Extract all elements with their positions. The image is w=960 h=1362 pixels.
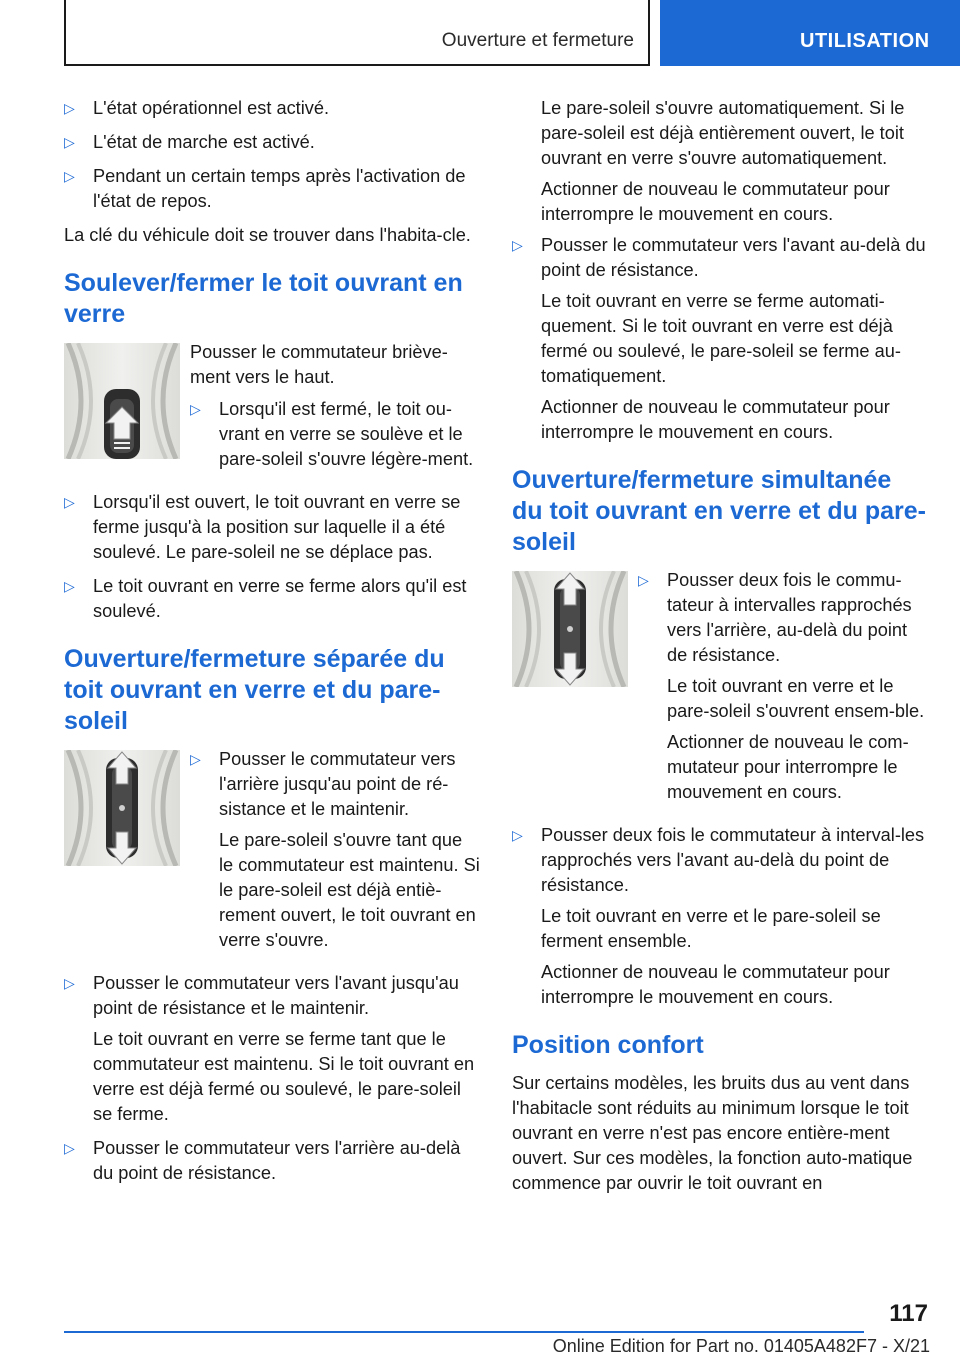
list-item [64,574,480,624]
triangle-marker-icon: ▷ [64,1140,75,1156]
triangle-marker-icon: ▷ [190,751,201,767]
edition-note: Online Edition for Part no. 01405A482F7 - X/21 [552,1336,930,1356]
list-item-text: Le toit ouvrant en verre se ferme tant que le commutateur est maintenu. Si le toit ouvrant en verre est déjà fermé ou soulevé, le pare-soleil se ferme. [93,1029,475,1124]
list-item-text: Lorsqu'il est fermé, le toit ou-vrant en verre se soulève et le pare-soleil s'ouvre légère-ment. [219,399,474,469]
header-box [64,0,650,66]
triangle-marker-icon: ▷ [64,494,75,510]
list-item-text: Actionner de nouveau le commutateur pour interrompre le mouvement en cours. [541,962,890,1007]
list-item-text: Actionner de nouveau le commutateur pour interrompre le mouvement en cours. [541,397,890,442]
list-item-text: Le toit ouvrant en verre et le pare-soleil se ferment ensemble. [541,906,881,951]
list-item [64,971,480,1127]
triangle-marker-icon: ▷ [512,237,523,253]
list-item-text: Le toit ouvrant en verre se ferme automati-quement. Si le toit ouvrant en verre est déjà fermé ou soulevé, le pare-soleil se ferme au-tomatiquement. [541,291,901,386]
list-item-text: Le toit ouvrant en verre et le pare-soleil s'ouvrent ensem-ble. [667,676,925,721]
list-item [512,823,928,1010]
list-item-text: L'état opérationnel est activé. [93,98,330,118]
triangle-marker-icon: ▷ [512,827,523,843]
list-item [638,568,928,805]
figure-block [64,747,480,962]
figure-block [64,340,480,481]
switch-back-forward-illustration [64,750,180,866]
paragraph: Actionner de nouveau le commutateur pour interrompre le mouvement en cours. [541,179,890,224]
switch-double-illustration [512,571,628,687]
figure-block [512,568,928,814]
list-item-text: Pousser le commutateur vers l'arrière au-delà du point de résistance. [93,1138,461,1183]
triangle-marker-icon: ▷ [638,572,649,588]
list-item [190,397,480,472]
section-heading: Position confort [512,1031,704,1059]
list-item [64,490,480,565]
list-item-text: Pousser le commutateur vers l'arrière jusqu'au point de ré-sistance et le maintenir. [219,749,456,819]
list-item [190,747,480,953]
list-item-text: Lorsqu'il est ouvert, le toit ouvrant en verre se ferme jusqu'à la position sur laquelle il a été soulevé. Le pare-soleil ne se déplace pas. [93,492,461,562]
section-heading: Ouverture/fermeture simultanée du toit ouvrant en verre et du pare-soleil [512,466,926,556]
chapter-tab[interactable] [660,0,960,66]
list-item [512,233,928,445]
list-item-text: Pousser deux fois le commu-tateur à intervalles rapprochés vers l'arrière, au-delà du point de résistance. [667,570,912,665]
section-heading: Ouverture/fermeture séparée du toit ouvrant en verre et du pare-soleil [64,645,445,735]
list-item-text: Pendant un certain temps après l'activation de l'état de repos. [93,166,466,211]
switch-up-illustration [64,343,180,459]
triangle-marker-icon: ▷ [64,134,75,150]
list-item [64,130,480,155]
section-title: Ouverture et fermeture [441,30,634,51]
list-item-text: Pousser le commutateur vers l'avant au-delà du point de résistance. [541,235,926,280]
triangle-marker-icon: ▷ [64,168,75,184]
paragraph: Pousser le commutateur briève-ment vers le haut. [190,342,448,387]
list-item-text: L'état de marche est activé. [93,132,315,152]
triangle-marker-icon: ▷ [64,578,75,594]
intro-note: La clé du véhicule doit se trouver dans l'habita-cle. [64,225,471,245]
list-item-text: Le toit ouvrant en verre se ferme alors qu'il est soulevé. [93,576,467,621]
list-item-text: Pousser le commutateur vers l'avant jusqu'au point de résistance et le maintenir. [93,973,459,1018]
chapter-tab-label: UTILISATION [800,30,930,52]
list-item-text: Le pare-soleil s'ouvre tant que le commutateur est maintenu. Si le pare-soleil est déjà entiè-rement ouvert, le toit ouvrant en verre s'ouvre. [219,830,480,950]
list-item-text: Actionner de nouveau le com-mutateur pour interrompre le mouvement en cours. [667,732,909,802]
triangle-marker-icon: ▷ [64,975,75,991]
left-column [64,96,480,1195]
triangle-marker-icon: ▷ [190,401,201,417]
list-item-text: Pousser deux fois le commutateur à interval-les rapprochés vers l'avant au-delà du point de résistance. [541,825,925,895]
paragraph: Le pare-soleil s'ouvre automatiquement. Si le pare-soleil est déjà entièrement ouvert, le toit ouvrant en verre s'ouvre automatiquement. [541,98,905,168]
list-item [64,164,480,214]
list-item [64,96,480,121]
footer-divider [64,1331,864,1333]
right-column [512,96,928,1203]
paragraph: Sur certains modèles, les bruits dus au vent dans l'habitacle sont réduits au minimum lorsque le toit ouvrant en verre n'est pas encore entière-ment ouvert. Sur ces modèles, la fonction auto-matique commence par ouvrir le toit ouvrant en [512,1073,913,1193]
page-number: 117 [889,1300,928,1327]
section-heading: Soulever/fermer le toit ouvrant en verre [64,269,463,328]
triangle-marker-icon: ▷ [64,100,75,116]
list-item [64,1136,480,1186]
